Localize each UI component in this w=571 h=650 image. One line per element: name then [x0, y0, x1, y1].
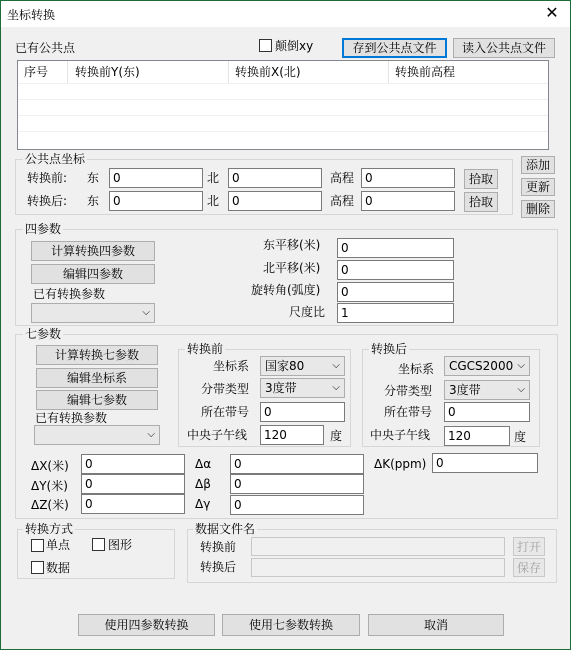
- use-four-param-button[interactable]: 使用四参数转换: [78, 614, 215, 636]
- conversion-mode-label: 转换方式: [25, 522, 74, 536]
- chevron-down-icon: ⌵: [142, 307, 150, 318]
- calc-seven-param-button[interactable]: 计算转换七参数: [36, 345, 158, 365]
- dy-input[interactable]: 0: [81, 474, 185, 494]
- before-meridian-input[interactable]: 120: [260, 425, 324, 445]
- after-degree-unit: 度: [514, 430, 527, 444]
- chevron-down-icon: ⌵: [517, 360, 525, 371]
- single-point-checkbox[interactable]: [31, 539, 44, 552]
- after-label: 转换后:: [27, 194, 68, 208]
- cancel-button[interactable]: 取消: [368, 614, 504, 636]
- after-elev-input[interactable]: 0: [361, 191, 455, 211]
- seven-param-label: 七参数: [25, 327, 62, 341]
- graphic-label: 图形: [108, 538, 133, 552]
- seven-after-label: 转换后: [371, 342, 408, 356]
- before-degree-unit: 度: [330, 429, 343, 443]
- before-zone-type-label: 分带类型: [201, 382, 250, 396]
- window-title: 坐标转换: [7, 8, 56, 22]
- file-before-input[interactable]: [251, 537, 505, 556]
- save-points-button[interactable]: 存到公共点文件: [342, 38, 447, 58]
- before-meridian-label: 中央子午线: [187, 428, 248, 442]
- before-zone-no-input[interactable]: 0: [260, 402, 345, 422]
- dg-label: Δγ: [195, 497, 211, 511]
- close-icon[interactable]: ✕: [545, 3, 559, 22]
- before-east-label: 东: [87, 171, 100, 185]
- title-bar: [1, 1, 570, 27]
- edit-four-param-button[interactable]: 编辑四参数: [31, 264, 155, 284]
- save-button[interactable]: 保存: [513, 558, 545, 577]
- scale-label: 尺度比: [289, 305, 326, 319]
- four-param-label: 四参数: [25, 222, 62, 236]
- north-shift-input[interactable]: 0: [337, 260, 454, 280]
- calc-four-param-button[interactable]: 计算转换四参数: [31, 241, 155, 261]
- delete-button[interactable]: 删除: [521, 200, 555, 218]
- single-point-label: 单点: [46, 538, 71, 552]
- use-seven-param-button[interactable]: 使用七参数转换: [222, 614, 360, 636]
- after-elev-label: 高程: [330, 194, 355, 208]
- after-north-input[interactable]: 0: [228, 191, 322, 211]
- before-coord-sys-label: 坐标系: [213, 359, 250, 373]
- rotation-input[interactable]: 0: [337, 282, 454, 302]
- col-x-north[interactable]: 转换前X(北): [229, 61, 389, 83]
- scale-input[interactable]: 1: [337, 303, 454, 323]
- chevron-down-icon: ⌵: [332, 360, 340, 371]
- data-checkbox[interactable]: [31, 561, 44, 574]
- after-zone-type-select[interactable]: 3度带 ⌵: [444, 380, 530, 400]
- col-index[interactable]: 序号: [18, 61, 68, 83]
- east-shift-input[interactable]: 0: [337, 238, 454, 258]
- file-after-label: 转换后: [200, 560, 237, 574]
- east-shift-label: 东平移(米): [263, 238, 321, 252]
- before-east-input[interactable]: 0: [109, 168, 203, 188]
- da-input[interactable]: 0: [230, 454, 364, 474]
- chevron-down-icon: ⌵: [147, 429, 155, 440]
- seven-existing-select[interactable]: [34, 425, 160, 445]
- load-points-button[interactable]: 读入公共点文件: [453, 38, 555, 58]
- before-elev-input[interactable]: 0: [361, 168, 455, 188]
- points-table[interactable]: [17, 60, 549, 150]
- graphic-checkbox[interactable]: [92, 538, 105, 551]
- dx-label: ΔX(米): [31, 459, 69, 473]
- chevron-down-icon: ⌵: [517, 384, 525, 395]
- rotation-label: 旋转角(弧度): [251, 283, 321, 297]
- after-meridian-input[interactable]: 120: [444, 426, 510, 446]
- existing-points-label: 已有公共点: [15, 41, 76, 55]
- four-existing-label: 已有转换参数: [33, 287, 106, 301]
- pick-before-button[interactable]: 拾取: [464, 169, 498, 189]
- chevron-down-icon: ⌵: [332, 382, 340, 393]
- db-input[interactable]: 0: [230, 474, 364, 494]
- db-label: Δβ: [195, 477, 211, 491]
- da-label: Δα: [195, 457, 212, 471]
- add-button[interactable]: 添加: [521, 156, 555, 174]
- common-point-label: 公共点坐标: [25, 152, 86, 166]
- dz-label: ΔZ(米): [31, 498, 69, 512]
- flip-xy-checkbox[interactable]: [259, 39, 272, 52]
- north-shift-label: 北平移(米): [263, 261, 321, 275]
- open-button[interactable]: 打开: [513, 537, 545, 556]
- dx-input[interactable]: 0: [81, 454, 185, 474]
- before-elev-label: 高程: [330, 171, 355, 185]
- dg-input[interactable]: 0: [230, 495, 364, 515]
- after-zone-no-label: 所在带号: [384, 405, 433, 419]
- seven-existing-label: 已有转换参数: [35, 411, 108, 425]
- before-zone-no-label: 所在带号: [201, 405, 250, 419]
- pick-after-button[interactable]: 拾取: [464, 192, 498, 212]
- after-east-input[interactable]: 0: [109, 191, 203, 211]
- after-coord-sys-label: 坐标系: [398, 362, 435, 376]
- after-east-label: 东: [87, 194, 100, 208]
- flip-xy-label: 颠倒xy: [275, 39, 314, 53]
- before-coord-sys-select[interactable]: 国家80 ⌵: [260, 356, 345, 376]
- file-before-label: 转换前: [200, 540, 237, 554]
- edit-seven-param-button[interactable]: 编辑七参数: [36, 390, 158, 410]
- before-north-input[interactable]: 0: [228, 168, 322, 188]
- file-after-input[interactable]: [251, 558, 505, 577]
- before-label: 转换前:: [27, 171, 68, 185]
- col-y-east[interactable]: 转换前Y(东): [69, 61, 229, 83]
- before-zone-type-select[interactable]: 3度带 ⌵: [260, 378, 345, 398]
- seven-before-label: 转换前: [187, 342, 224, 356]
- four-existing-select[interactable]: [31, 303, 155, 323]
- update-button[interactable]: 更新: [521, 178, 555, 196]
- dy-label: ΔY(米): [31, 479, 68, 493]
- edit-coord-system-button[interactable]: 编辑坐标系: [36, 368, 158, 388]
- after-north-label: 北: [207, 194, 220, 208]
- data-file-label: 数据文件名: [195, 522, 256, 536]
- after-meridian-label: 中央子午线: [370, 428, 431, 442]
- dz-input[interactable]: 0: [81, 494, 185, 514]
- col-elevation[interactable]: 转换前高程: [395, 65, 456, 79]
- after-zone-type-label: 分带类型: [384, 384, 433, 398]
- dk-input[interactable]: 0: [432, 453, 538, 473]
- data-label: 数据: [46, 561, 71, 575]
- after-zone-no-input[interactable]: 0: [444, 402, 530, 422]
- after-coord-sys-select[interactable]: CGCS2000 ⌵: [444, 356, 530, 376]
- before-north-label: 北: [207, 171, 220, 185]
- dk-label: ΔK(ppm): [374, 457, 427, 471]
